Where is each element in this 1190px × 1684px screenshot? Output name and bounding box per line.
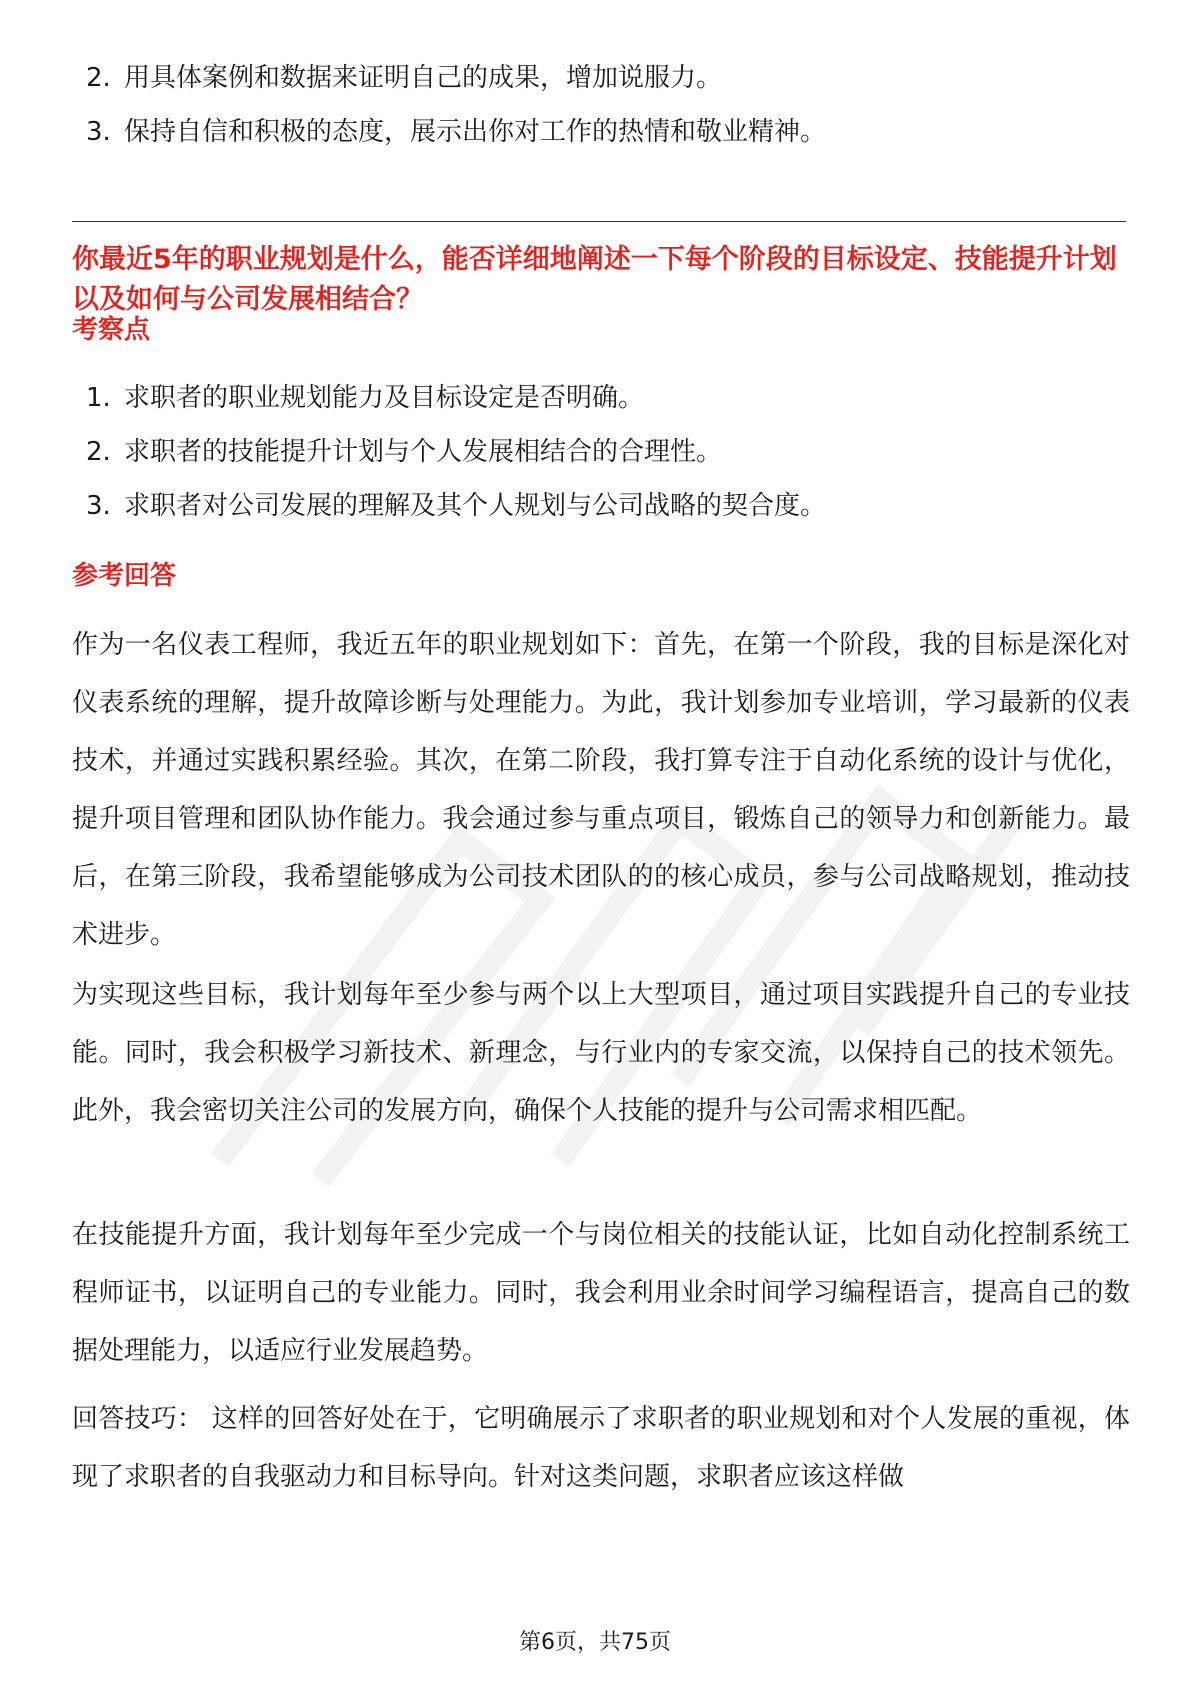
list-text: 保持自信和积极的态度，展示出你对工作的热情和敬业精神。: [124, 117, 827, 147]
list-item: [86, 114, 826, 150]
answer-paragraph: 在技能提升方面，我计划每年至少完成一个与岗位相关的技能认证，比如自动化控制系统工程师证书，以证明自己的专业能力。同时，我会利用业余时间学习编程语言，提高自己的数据处理能力，以适应行业发展趋势。: [72, 1220, 1130, 1366]
focus-heading: 考察点: [72, 315, 151, 345]
list-number: 3.: [86, 117, 111, 147]
focus-item: [86, 434, 722, 470]
list-number: 3.: [86, 491, 111, 521]
list-text: 求职者的职业规划能力及目标设定是否明确。: [124, 383, 645, 413]
answer-heading: 参考回答: [72, 561, 177, 591]
section-divider: [72, 221, 1126, 222]
question-title: 你最近5年的职业规划是什么，能否详细地阐述一下每个阶段的目标设定、技能提升计划以及如何与公司发展相结合？: [72, 244, 1117, 315]
list-number: 2.: [86, 437, 111, 467]
answer-tips-paragraph: 回答技巧： 这样的回答好处在于，它明确展示了求职者的职业规划和对个人发展的重视，体现了求职者的自我驱动力和目标导向。针对这类问题，求职者应该这样做: [72, 1404, 1130, 1492]
list-text: 用具体案例和数据来证明自己的成果，增加说服力。: [124, 63, 723, 93]
list-text: 求职者对公司发展的理解及其个人规划与公司战略的契合度。: [124, 491, 827, 521]
answer-paragraph: 为实现这些目标，我计划每年至少参与两个以上大型项目，通过项目实践提升自己的专业技能。同时，我会积极学习新技术、新理念，与行业内的专家交流，以保持自己的技术领先。此外，我会密切关注公司的发展方向，确保个人技能的提升与公司需求相匹配。: [72, 980, 1130, 1126]
list-number: 1.: [86, 383, 111, 413]
list-text: 求职者的技能提升计划与个人发展相结合的合理性。: [124, 437, 723, 467]
answer-paragraph: 作为一名仪表工程师，我近五年的职业规划如下：首先，在第一个阶段，我的目标是深化对仪表系统的理解，提升故障诊断与处理能力。为此，我计划参加专业培训，学习最新的仪表技术，并通过实践积累经验。其次，在第二阶段，我打算专注于自动化系统的设计与优化，提升项目管理和团队协作能力。我会通过参与重点项目，锻炼自己的领导力和创新能力。最后，在第三阶段，我希望能够成为公司技术团队的的核心成员，参与公司战略规划，推动技术进步。: [72, 630, 1130, 950]
list-number: 2.: [86, 63, 111, 93]
list-item: [86, 60, 722, 96]
focus-item: [86, 380, 644, 416]
page-footer: 第6页，共75页: [519, 1630, 671, 1655]
focus-item: [86, 488, 826, 524]
